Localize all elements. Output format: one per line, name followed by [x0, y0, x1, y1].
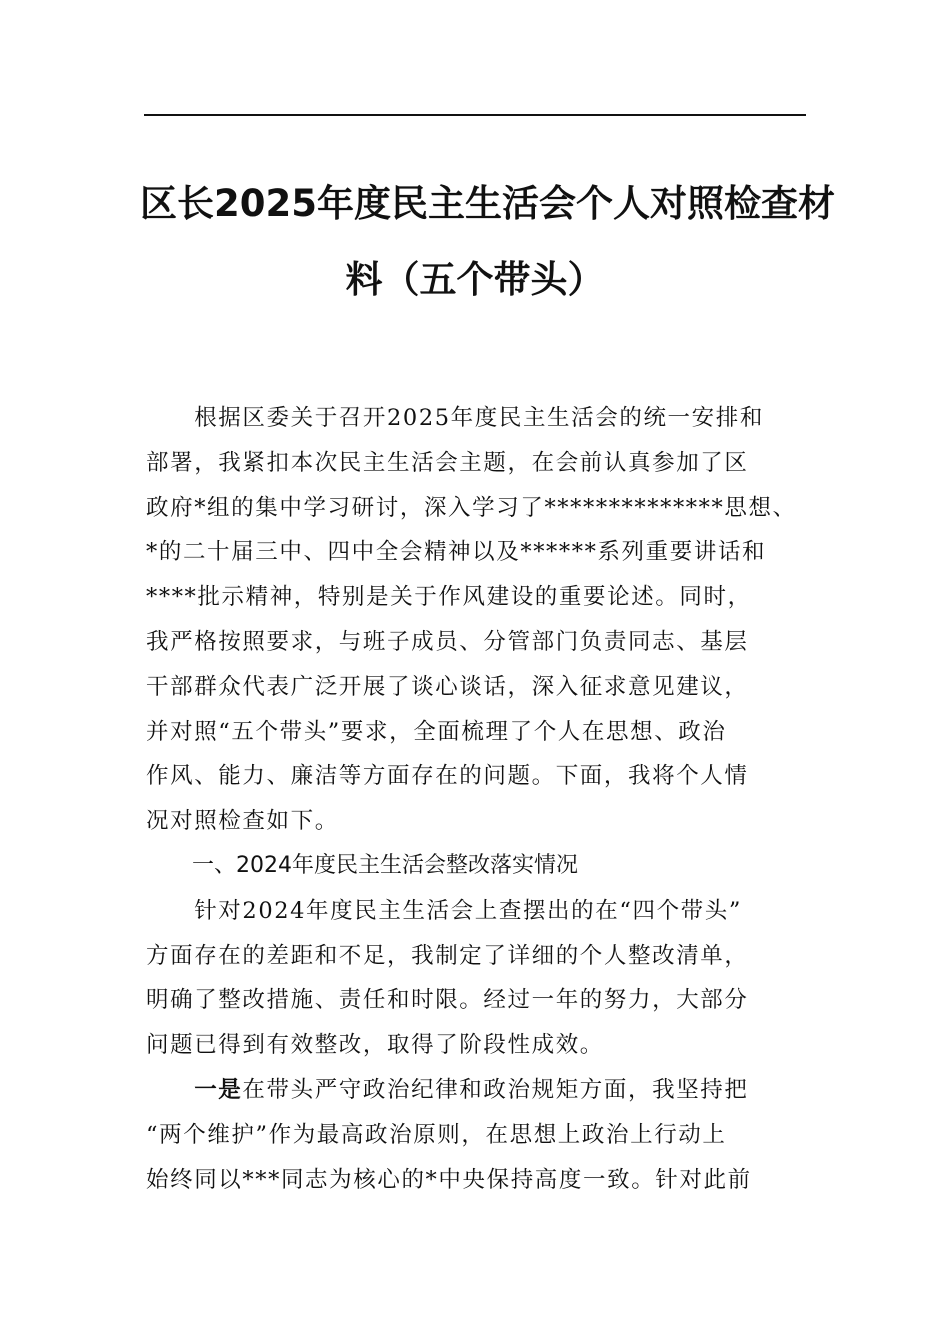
- header-rule: [144, 114, 806, 116]
- document-body: [146, 396, 808, 1202]
- title-line-2: 料（五个带头）: [345, 258, 605, 301]
- intro-line: 干部群众代表广泛开展了谈心谈话，深入征求意见建议，: [146, 673, 749, 700]
- point1-line: 始终同以***同志为核心的*中央保持高度一致。针对此前: [146, 1166, 752, 1193]
- point1-line: “两个维护”作为最高政治原则，在思想上政治上行动上: [146, 1121, 727, 1148]
- point1-lead: 一是: [194, 1076, 243, 1103]
- intro-paragraph: [146, 396, 808, 844]
- intro-line: 我严格按照要求，与班子成员、分管部门负责同志、基层: [146, 628, 749, 655]
- intro-line: 作风、能力、廉洁等方面存在的问题。下面，我将个人情: [146, 763, 749, 790]
- section1-line: 问题已得到有效整改，取得了阶段性成效。: [146, 1032, 604, 1059]
- section-heading-1: 一、2024年度民主生活会整改落实情况: [192, 852, 578, 878]
- point1-paragraph: [146, 1068, 808, 1202]
- intro-line: ****批示精神，特别是关于作风建设的重要论述。同时，: [146, 584, 752, 611]
- intro-line: 政府*组的集中学习研讨，深入学习了**************思想、: [146, 494, 797, 521]
- document-title: [140, 166, 835, 318]
- intro-line: 况对照检查如下。: [146, 808, 339, 835]
- intro-line: *的二十届三中、四中全会精神以及******系列重要讲话和: [146, 539, 767, 566]
- title-line-1: 区长2025年度民主生活会个人对照检查材: [140, 182, 835, 225]
- intro-line: 并对照“五个带头”要求，全面梳理了个人在思想、政治: [146, 718, 727, 745]
- point1-line: [146, 1068, 808, 1113]
- intro-line: 部署，我紧扣本次民主生活会主题，在会前认真参加了区: [146, 449, 749, 476]
- point1-line-text: 在带头严守政治纪律和政治规矩方面，我坚持把: [242, 1076, 749, 1103]
- section1-line: 针对2024年度民主生活会上查摆出的在“四个带头”: [146, 897, 742, 924]
- section1-line: 方面存在的差距和不足，我制定了详细的个人整改清单，: [146, 942, 749, 969]
- intro-line: 根据区委关于召开2025年度民主生活会的统一安排和: [146, 405, 764, 431]
- section1-paragraph: [146, 889, 808, 1068]
- section1-line: 明确了整改措施、责任和时限。经过一年的努力，大部分: [146, 987, 749, 1014]
